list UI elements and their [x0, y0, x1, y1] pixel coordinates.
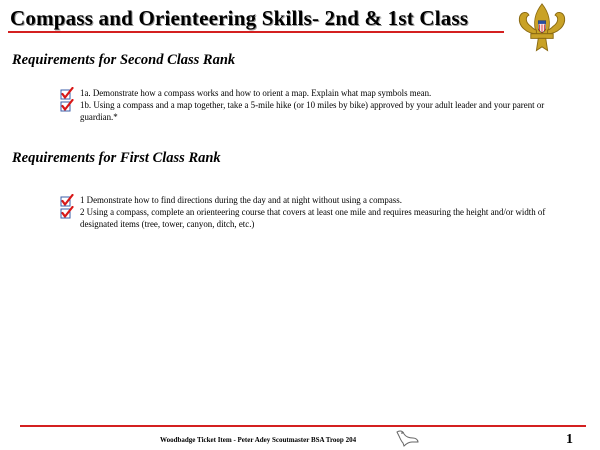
requirement-2: [60, 206, 560, 230]
footer-divider: [20, 425, 586, 427]
requirement-1b: [60, 99, 560, 123]
requirement-1a: [60, 87, 560, 99]
requirement-text: 2 Using a compass, complete an orienteering course that covers at least one mile and requires measuring the height and/or width of designated items (tree, tower, canyon, ditch, etc.): [80, 207, 546, 229]
page-number: 1: [566, 432, 573, 447]
checkbox-checked-icon: [60, 99, 74, 112]
first-class-requirements: [60, 194, 560, 230]
requirement-text: 1a. Demonstrate how a compass works and how to orient a map. Explain what map symbols mean.: [80, 88, 432, 98]
woodbadge-bird-icon: [394, 428, 420, 448]
section-heading-first-class: Requirements for First Class Rank: [12, 150, 221, 166]
requirement-1: [60, 194, 560, 206]
section-heading-second-class: Requirements for Second Class Rank: [12, 52, 236, 68]
second-class-requirements: [60, 87, 560, 123]
title-divider: [8, 31, 504, 33]
requirement-text: 1 Demonstrate how to find directions during the day and at night without using a compass.: [80, 195, 402, 205]
checkbox-checked-icon: [60, 206, 74, 219]
fleur-de-lis-logo-icon: [514, 2, 570, 58]
page-title: Compass and Orienteering Skills- 2nd & 1st Class: [10, 6, 469, 30]
footer-credit: Woodbadge Ticket Item - Peter Adey Scoutmaster BSA Troop 204: [160, 436, 357, 444]
requirement-text: 1b. Using a compass and a map together, take a 5-mile hike (or 10 miles by bike) approved by your adult leader and your parent or guardian.*: [80, 100, 545, 122]
